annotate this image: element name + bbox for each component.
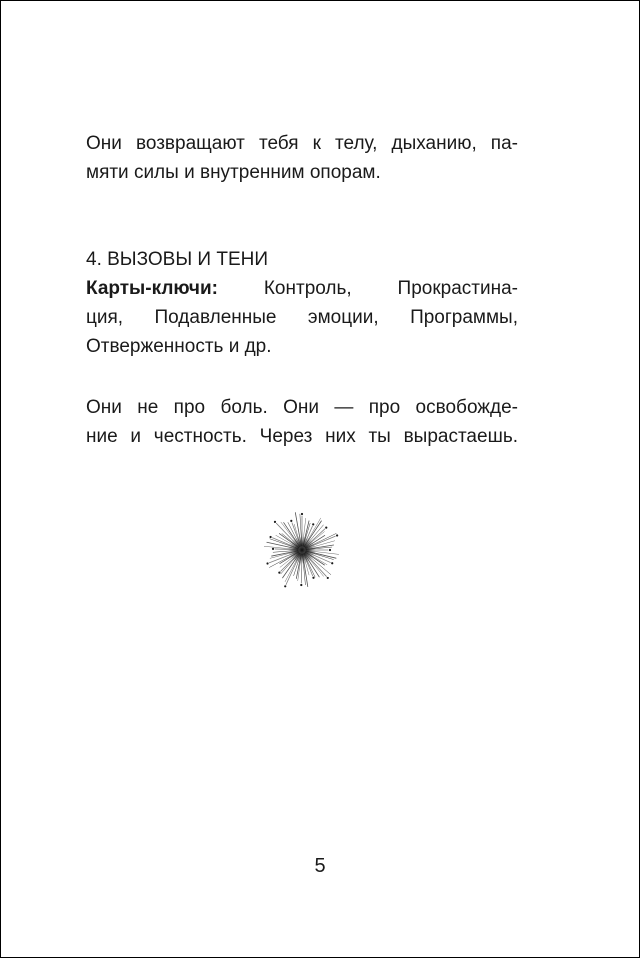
starburst-dot [336,534,338,536]
paragraph-1-line-2: мяти силы и внутренним опорам. [86,162,381,183]
starburst-dot [272,548,274,550]
starburst-dot [266,562,268,564]
paragraph-1 [86,129,518,187]
paragraph-3-line-2: ние и честность. Через них ты вырастаешь. [86,426,518,447]
starburst-dot [301,513,303,515]
starburst-dot [331,562,333,564]
starburst-dot [312,523,314,525]
starburst-dot [274,521,276,523]
paragraph-2-line-1-rest: Контроль, Прокрастина- [263,278,518,299]
paragraph-3 [86,393,518,451]
starburst-dot [290,520,292,522]
paragraph-3-line-1: Они не про боль. Они — про освобожде- [86,397,518,418]
starburst-dot [327,577,329,579]
starburst-icon [258,506,346,594]
starburst-dot [329,549,331,551]
paragraph-2-line-3: Отверженность и др. [86,336,272,357]
starburst-dot [278,572,280,574]
starburst-dot [300,584,302,586]
paragraph-2-line-1 [86,274,518,303]
paragraph-1-line-1: Они возвращают тебя к телу, дыханию, па- [86,133,518,154]
section-heading: 4. ВЫЗОВЫ И ТЕНИ [86,249,269,270]
paragraph-2 [86,274,518,361]
starburst-dot [312,577,314,579]
key-cards-label: Карты-ключи: [86,278,218,299]
starburst-dot [269,536,271,538]
paragraph-2-line-2: ция, Подавленные эмоции, Программы, [86,307,518,328]
starburst-dot [284,585,286,587]
starburst-dot [325,527,327,529]
page-number: 5 [314,855,326,877]
